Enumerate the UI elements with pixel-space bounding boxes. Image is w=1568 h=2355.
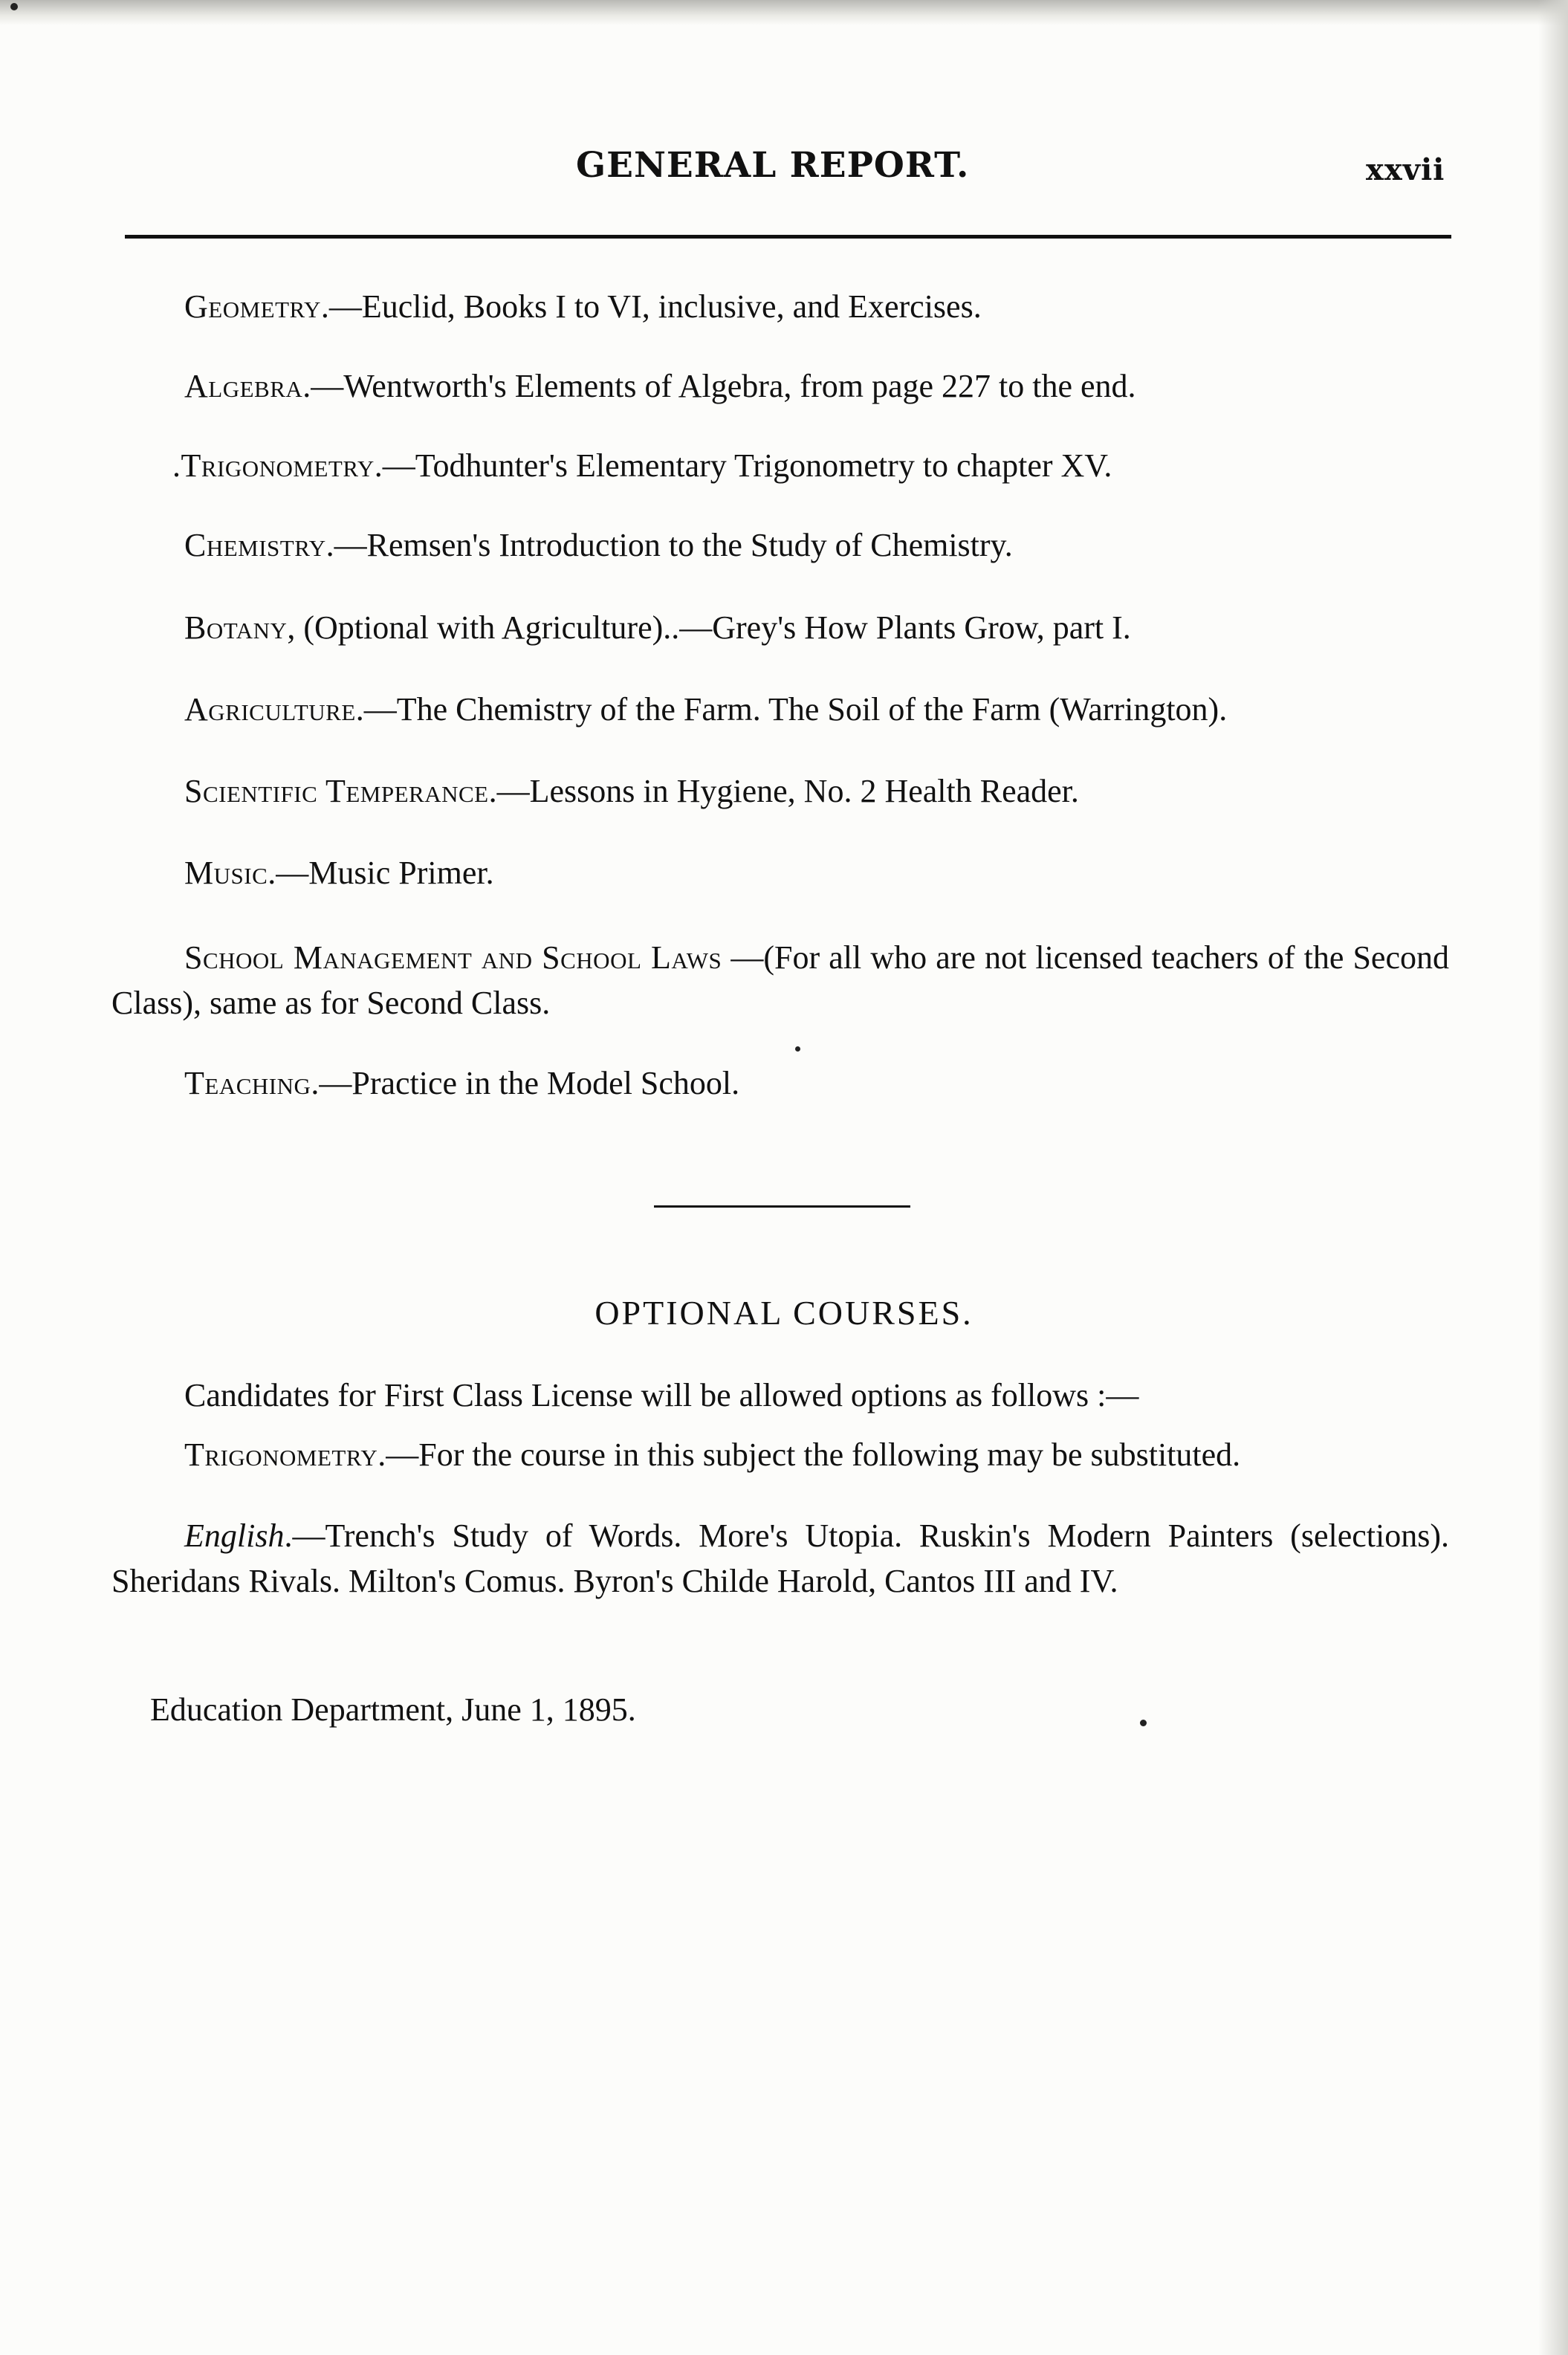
scan-edge-top — [0, 0, 1568, 25]
subject-agriculture — [184, 687, 1227, 732]
subject-name: .Trigonometry — [172, 447, 375, 484]
english-label: English — [184, 1517, 285, 1554]
subject-text: .—Music Primer. — [268, 855, 494, 891]
subject-text: .—Todhunter's Elementary Trigonometry to chapter XV. — [374, 447, 1112, 484]
subject-text: .—Lessons in Hygiene, No. 2 Health Reader. — [488, 773, 1079, 809]
subject-name: Scientific Temperance — [184, 773, 489, 809]
scan-speck — [1140, 1720, 1147, 1726]
section-title: OPTIONAL COURSES. — [595, 1294, 973, 1332]
subject-text: , (Optional with Agriculture)..—Grey's How Plants Grow, part I. — [287, 609, 1131, 646]
subject-name: School Management and School Laws — [184, 939, 722, 976]
page-number: xxvii — [1366, 152, 1445, 187]
optional-trigonometry — [184, 1433, 1240, 1477]
subject-text: .—The Chemistry of the Farm. The Soil of the Farm (Warrington). — [355, 691, 1228, 728]
subject-algebra — [184, 364, 1136, 409]
subject-name: Teaching — [184, 1065, 311, 1101]
school-management-paragraph — [111, 935, 1449, 1026]
header-rule — [125, 235, 1451, 239]
optional-intro: Candidates for First Class License will be allowed options as follows :— — [184, 1377, 1139, 1413]
subject-text: —(For all who are not licensed teachers of the Second Class), same as for Second Class. — [111, 939, 1449, 1021]
subject-name: Botany — [184, 609, 288, 646]
subject-text: .—Practice in the Model School. — [311, 1065, 740, 1101]
subject-text: .—For the course in this subject the following may be substituted. — [378, 1436, 1241, 1473]
subject-text: .—Wentworth's Elements of Algebra, from page 227 to the end. — [302, 368, 1136, 404]
english-text: .—Trench's Study of Words. More's Utopia. Ruskin's Modern Painters (selections). Sheridans Rivals. Milton's Comus. Byron's Childe Harold, Cantos III and IV. — [111, 1517, 1449, 1599]
subject-scientific-temperance — [184, 769, 1079, 814]
subject-name: Trigonometry — [184, 1436, 378, 1473]
subject-chemistry — [184, 523, 1013, 568]
subject-text: .—Euclid, Books I to VI, inclusive, and Exercises. — [320, 288, 982, 325]
subject-geometry — [184, 285, 982, 329]
subject-text: .—Remsen's Introduction to the Study of Chemistry. — [325, 527, 1013, 563]
subject-name: Agriculture — [184, 691, 356, 728]
scan-speck — [10, 3, 18, 10]
subject-name: Geometry — [184, 288, 321, 325]
subject-name: Chemistry — [184, 527, 326, 563]
subject-botany — [184, 606, 1131, 650]
subject-name: Algebra — [184, 368, 303, 404]
scan-speck — [795, 1046, 800, 1052]
subject-music — [184, 851, 494, 895]
section-divider — [654, 1205, 910, 1208]
scan-edge-right — [1538, 0, 1568, 2355]
english-paragraph — [111, 1513, 1449, 1604]
running-head: GENERAL REPORT. — [576, 145, 970, 186]
subject-trigonometry — [172, 444, 1112, 488]
subject-name: Music — [184, 855, 268, 891]
dateline: Education Department, June 1, 1895. — [150, 1691, 636, 1728]
subject-teaching — [184, 1061, 739, 1106]
